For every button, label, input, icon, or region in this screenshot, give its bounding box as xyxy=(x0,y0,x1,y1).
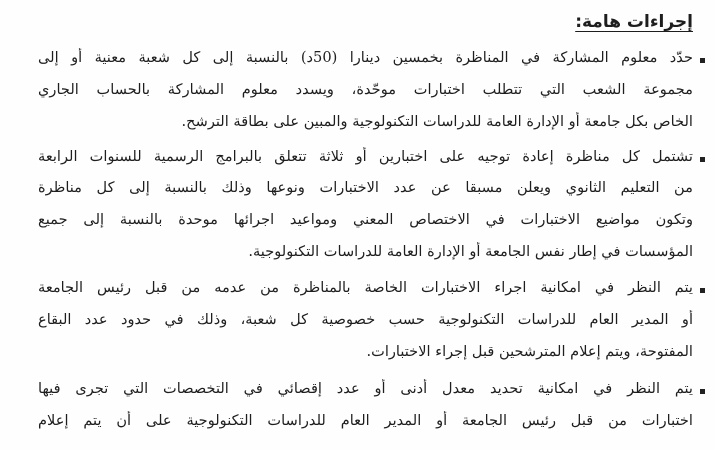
item-2-line-2: من التعليم الثانوي ويعلن مسبقا عن عدد الاختبارات ونوعها وذلك بالنسبة إلى كل مناظرة xyxy=(38,179,693,196)
item-1-line-3: الخاص بكل جامعة أو الإدارة العامة للدراسات التكنولوجية والمبين على بطاقة الترشح. xyxy=(181,113,693,130)
item-2-line-1: تشتمل كل مناظرة إعادة توجيه على اختبارين أو ثلاثة تتعلق بالبرامج الرسمية للسنوات الرابعة xyxy=(38,148,693,165)
item-1-line-1: حدّد معلوم المشاركة في المناظرة بخمسين دينارا (50د) بالنسبة إلى كل شعبة معنية أو إلى xyxy=(38,49,693,66)
item-1-line-2: مجموعة الشعب التي تتطلب اختبارات موحّدة، ويسدد معلوم المشاركة بالحساب الجاري xyxy=(38,81,693,98)
item-4-line-2: اختبارات من قبل رئيس الجامعة أو المدير العام للدراسات التكنولوجية على أن يتم إعلام xyxy=(38,412,693,429)
item-4-line-1: يتم النظر في امكانية تحديد معدل أدنى أو عدد إقصائي في التخصصات التي تجرى فيها xyxy=(38,380,693,397)
bullet-icon xyxy=(700,389,705,394)
bullet-icon xyxy=(700,58,705,63)
item-2-line-4: المؤسسات في إطار نفس الجامعة أو الإدارة العامة للدراسات التكنولوجية. xyxy=(248,243,693,260)
item-2-line-3: وتكون مواضيع الاختبارات في الاختصاص المعني ومواعيد اجرائها موحدة بالنسبة إلى جميع xyxy=(38,211,693,228)
section-heading: إجراءات هامة: xyxy=(575,12,693,32)
item-3-line-1: يتم النظر في امكانية اجراء الاختبارات الخاصة بالمناظرة من عدمه من قبل رئيس الجامعة xyxy=(38,279,693,296)
bullet-icon xyxy=(700,288,705,293)
item-3-line-2: أو المدير العام للدراسات التكنولوجية حسب خصوصية كل شعبة، وذلك في حدود عدد البقاع xyxy=(38,311,693,328)
item-3-line-3: المفتوحة، ويتم إعلام المترشحين قبل إجراء الاختبارات. xyxy=(366,343,693,360)
bullet-icon xyxy=(700,157,705,162)
